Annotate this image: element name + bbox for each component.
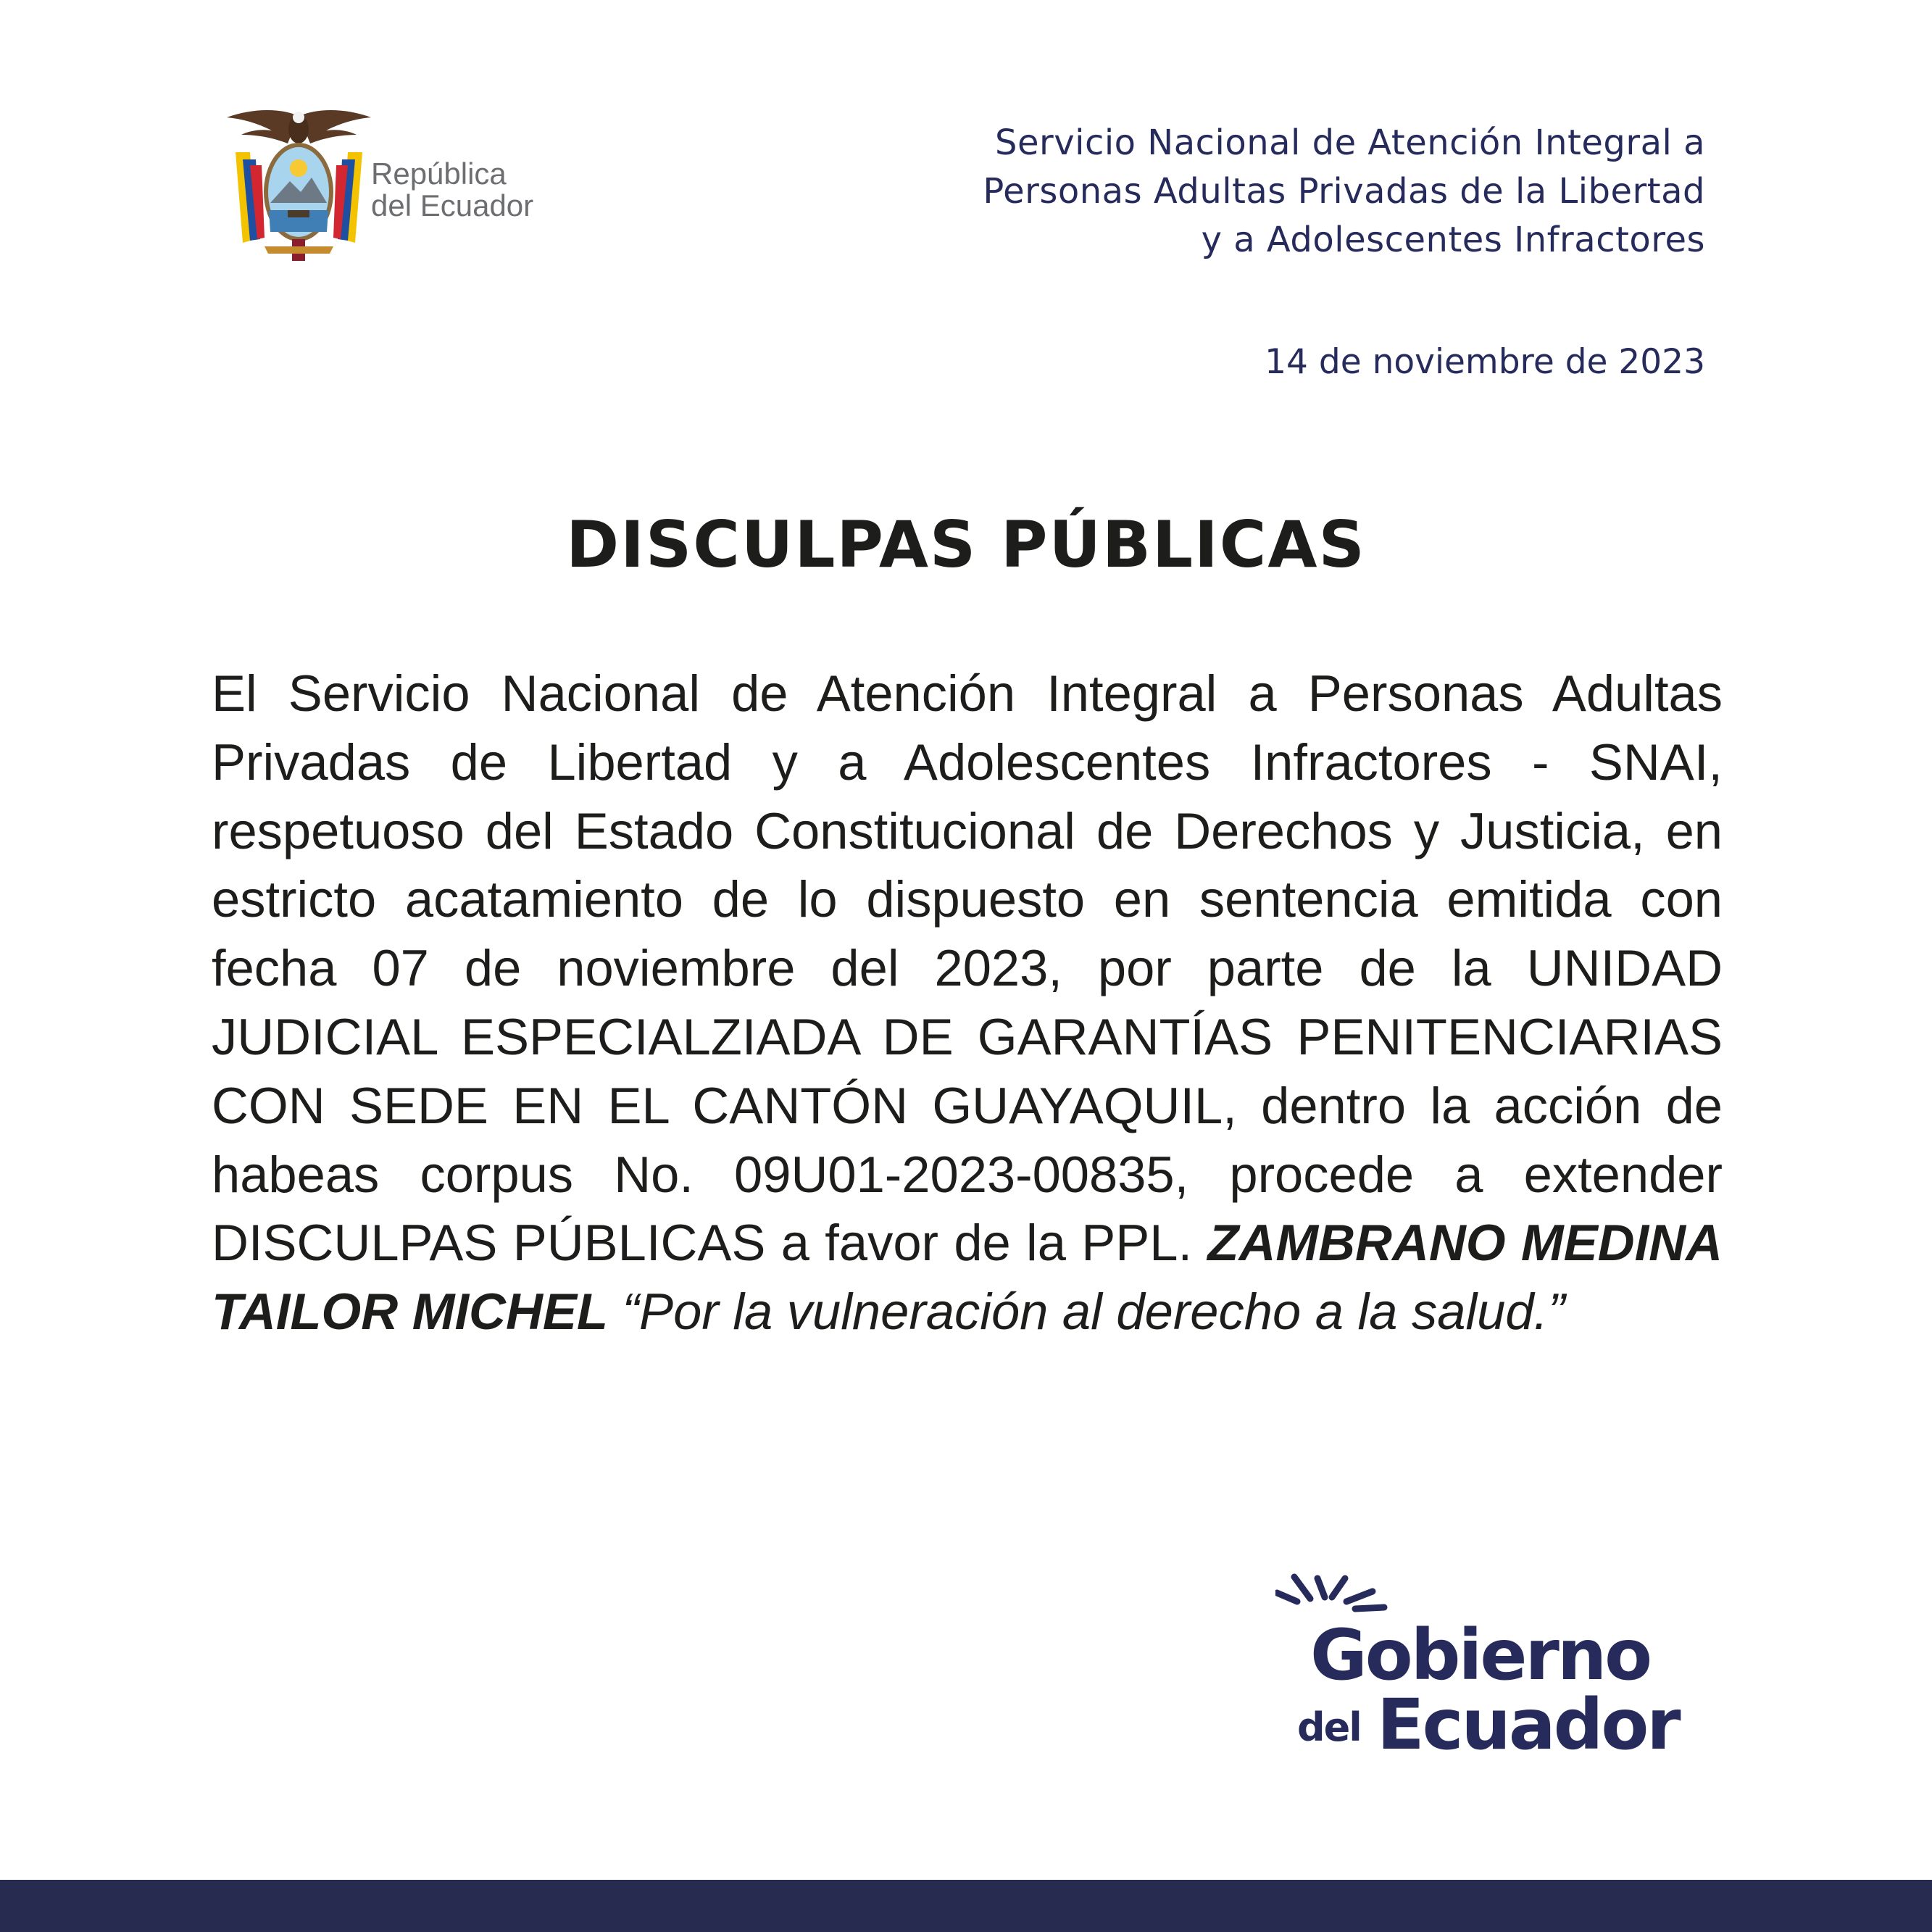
- republic-line-2: del Ecuador: [371, 188, 534, 222]
- ecuador-word: Ecuador: [1377, 1684, 1679, 1765]
- footer-bar: [0, 1880, 1932, 1932]
- institution-line-3: y a Adolescentes Infractores: [1201, 220, 1705, 260]
- document-date: 14 de noviembre de 2023: [1265, 342, 1705, 382]
- sun-rays-icon: [1275, 1573, 1420, 1616]
- gobierno-del-ecuador-logo: [1275, 1573, 1681, 1765]
- republic-label: [371, 158, 533, 222]
- institution-line-1: Servicio Nacional de Atención Integral a: [994, 122, 1705, 163]
- body-text: El Servicio Nacional de Atención Integral a Personas Adultas Privadas de Libertad y a Adolescentes Infractores - SNAI, respetuoso del Estado Constitucional de Derechos y Justicia, en estricto acatamiento de lo dispuesto en sentencia emitida con fecha 07 de noviembre del 2023, por parte de la UNIDAD JUDICIAL ESPECIALZIADA DE GARANTÍAS PENITENCIARIAS CON SEDE EN EL CANTÓN GUAYAQUIL, dentro la acción de habeas corpus No. 09U01-2023-00835, procede a extender DISCULPAS PÚBLICAS a favor de la PPL.: [212, 665, 1723, 1272]
- person-name: ZAMBRANO MEDINA TAILOR MICHEL: [212, 1214, 1723, 1341]
- gobierno-word: Gobierno: [1310, 1615, 1651, 1696]
- quote-text: “Por la vulneración al derecho a la salud.”: [622, 1283, 1565, 1341]
- institution-line-2: Personas Adultas Privadas de la Libertad: [983, 171, 1705, 212]
- republic-line-1: República: [371, 157, 507, 191]
- institution-name: [983, 119, 1705, 265]
- ecuador-coat-of-arms-icon: [221, 101, 377, 265]
- body-paragraph: [212, 659, 1723, 1346]
- page-title: DISCULPAS PÚBLICAS: [566, 507, 1366, 582]
- del-word: del: [1297, 1704, 1361, 1750]
